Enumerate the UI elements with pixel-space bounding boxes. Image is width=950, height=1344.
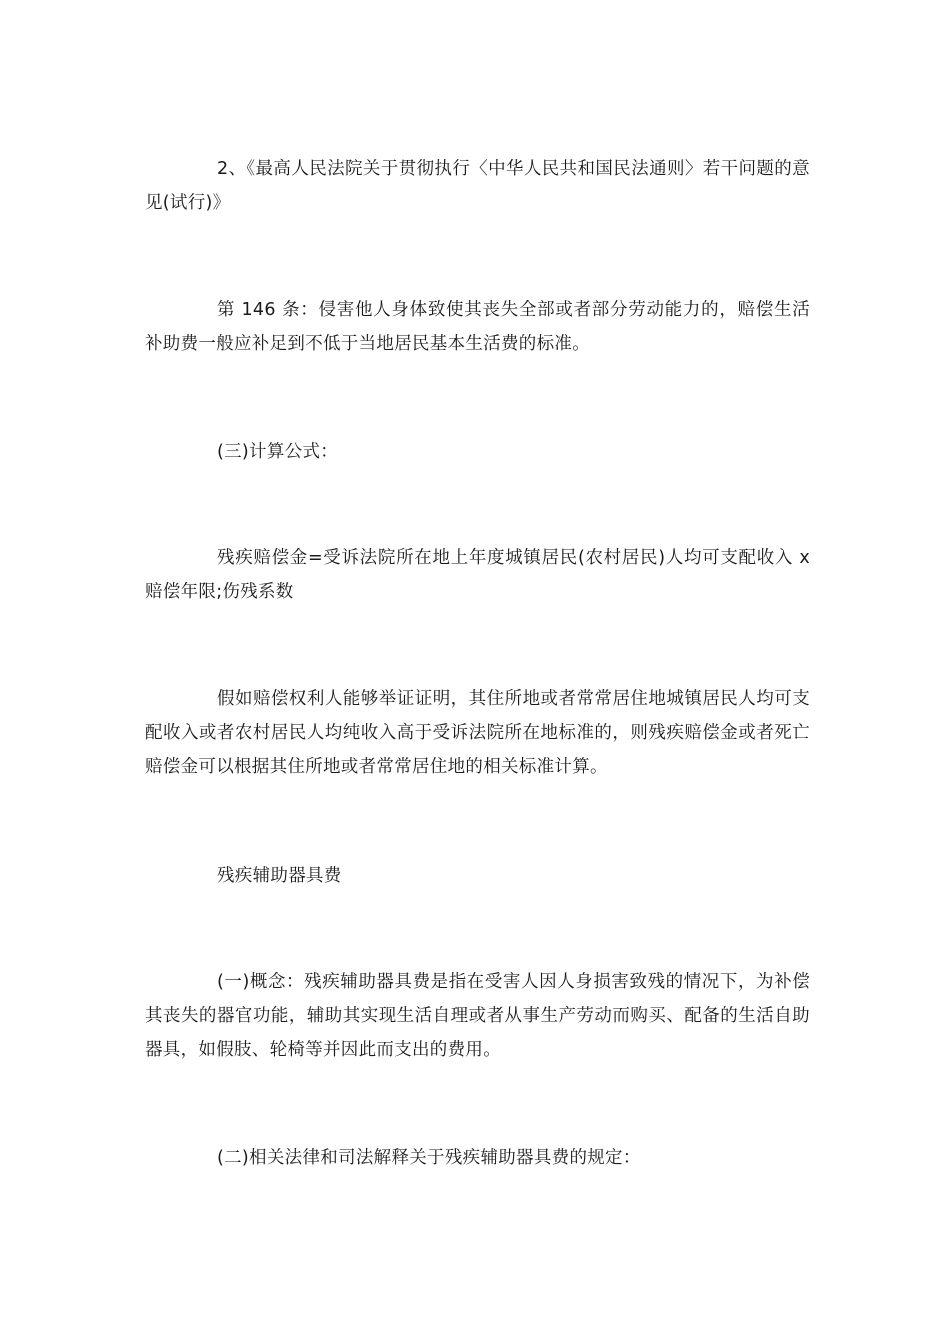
paragraph-legal-source-title: 2、《最高人民法院关于贯彻执行〈中华人民共和国民法通则〉若干问题的意见(试行)》 — [145, 159, 810, 213]
paragraph-formula-heading: (三)计算公式： — [217, 442, 339, 462]
paragraph-article-146: 第 146 条：侵害他人身体致使其丧失全部或者部分劳动能力的，赔偿生活补助费一般应补足到不低于当地居民基本生活费的标准。 — [145, 300, 810, 354]
paragraph-formula: 残疾赔偿金=受诉法院所在地上年度城镇居民(农村居民)人均可支配收入 x 赔偿年限;伤残系数 — [145, 548, 810, 602]
paragraph-residence-standard: 假如赔偿权利人能够举证证明，其住所地或者常常居住地城镇居民人均可支配收入或者农村居民人均纯收入高于受诉法院所在地标准的，则残疾赔偿金或者死亡赔偿金可以根据其住所地或者常常居住地的相关标准计算。 — [145, 689, 810, 777]
paragraph-concept: (一)概念：残疾辅助器具费是指在受害人因人身损害致残的情况下，为补偿其丧失的器官功能，辅助其实现生活自理或者从事生产劳动而购买、配备的生活自助器具，如假肢、轮椅等并因此而支出的费用。 — [145, 972, 810, 1060]
paragraph-section-heading: 残疾辅助器具费 — [217, 866, 342, 886]
paragraph-regulations-heading: (二)相关法律和司法解释关于残疾辅助器具费的规定： — [217, 1148, 641, 1168]
